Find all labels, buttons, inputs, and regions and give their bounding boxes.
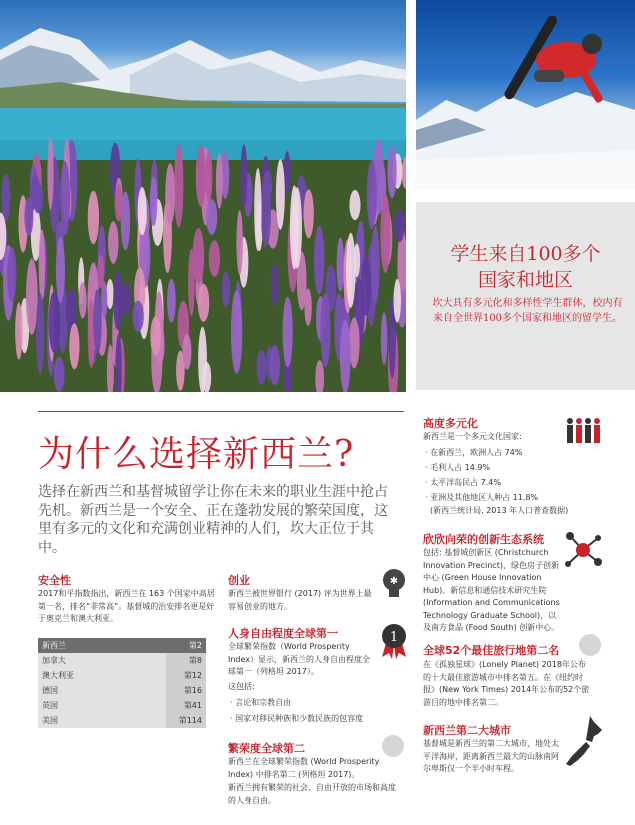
diversity-item: · 在新西兰，欧洲人占 74% bbox=[425, 448, 523, 457]
travel-title: 全球52个最佳旅行地第二名 bbox=[423, 644, 560, 657]
callout-title-line2: 国家和地区 bbox=[477, 269, 573, 291]
travel-body: 在《孤独星球》(Lonely Planet) 2018年公布的十大最佳旅游城市中排名第五。在《纽约时报》(New York Times) 2014年公布的52个旅游目的地中排名第二。 bbox=[423, 660, 590, 707]
entrepreneurship-title: 创业 bbox=[228, 574, 250, 587]
lightbulb-icon bbox=[382, 568, 406, 600]
callout-title-line1: 学生来自100多个 bbox=[450, 243, 601, 265]
city-body: 基督城是新西兰的第二大城市，地处太平洋海岸，距离新西兰最大的山脉南阿尔卑斯仅一个半小时车程。 bbox=[423, 739, 559, 773]
ranking-table bbox=[38, 638, 206, 728]
innovation-body: 包括: 基督城创新区 (Christchurch Innovation Precinct)、绿色房子创新中心 (Green House Innovation Hub)、新信息和通信技术研究生院 (Information and Communications Technology Graduate School)，以及南方食品 (Food South) 创新中心。 bbox=[423, 548, 560, 632]
freedom-title: 人身自由程度全球第一 bbox=[228, 627, 338, 640]
lake-lupin-photo bbox=[0, 0, 406, 392]
network-icon bbox=[562, 530, 604, 570]
rank-one-badge-icon bbox=[380, 623, 408, 659]
snowboard-photo bbox=[416, 0, 635, 190]
country-cell: 加拿大 bbox=[38, 653, 166, 668]
table-row bbox=[38, 653, 206, 668]
table-row bbox=[38, 668, 206, 683]
intro-paragraph: 选择在新西兰和基督城留学让你在未来的职业生涯中抢占先机。新西兰是一个安全、正在蓬勃发展的繁荣国度，这里有多元的文化和充满创业精神的人们，坎大正位于其中。 bbox=[38, 484, 388, 556]
diversity-intro: 新西兰是一个多元文化国家: bbox=[423, 432, 522, 441]
table-row bbox=[38, 713, 206, 728]
people-icon bbox=[565, 417, 601, 445]
rank-cell: 第12 bbox=[166, 668, 206, 683]
diversity-title: 高度多元化 bbox=[423, 417, 478, 430]
country-cell: 澳大利亚 bbox=[38, 668, 166, 683]
snowboard-illustration bbox=[416, 0, 635, 190]
safety-title: 安全性 bbox=[38, 574, 71, 587]
freedom-body: 全球繁荣指数（World Prosperity Index）显示，新西兰的人身自由程度全球第一（列格坦 2017）。 bbox=[228, 642, 371, 676]
freedom-includes: 这包括: bbox=[228, 682, 255, 691]
diversity-item: · 亚洲及其他地区人种占 11.8% bbox=[425, 493, 539, 502]
freedom-item: · 言论和宗教自由 bbox=[230, 698, 292, 707]
table-row bbox=[38, 638, 206, 653]
svg-text:✱: ✱ bbox=[389, 576, 399, 587]
prosperity-title: 繁荣度全球第二 bbox=[228, 742, 305, 755]
city-title: 新西兰第二大城市 bbox=[423, 724, 511, 737]
country-cell: 新西兰 bbox=[38, 638, 166, 653]
prosperity-body2: 新西兰拥有繁荣的社会、自由开放的市场和高度的人身自由。 bbox=[228, 783, 396, 805]
diversity-item: · 毛利人占 14.9% bbox=[425, 463, 491, 472]
heading-rule bbox=[38, 411, 404, 412]
entrepreneurship-body: 新西兰被世界银行 (2017) 评为世界上最容易创业的地方。 bbox=[228, 589, 372, 611]
rank-cell: 第16 bbox=[166, 683, 206, 698]
table-row bbox=[38, 683, 206, 698]
diversity-note: (新西兰统计局, 2013 年人口普查数据) bbox=[430, 506, 569, 515]
new-zealand-map-icon bbox=[564, 714, 606, 770]
rank-cell: 第41 bbox=[166, 698, 206, 713]
innovation-title: 欣欣向荣的创新生态系统 bbox=[423, 533, 544, 546]
rank-cell: 第8 bbox=[166, 653, 206, 668]
prosperity-body: 新西兰在全球繁荣指数 (World Prosperity Index) 中排名第二 (列格坦 2017)。 bbox=[228, 757, 380, 779]
globe-icon bbox=[382, 735, 404, 757]
page-title: 为什么选择新西兰? bbox=[38, 434, 355, 475]
country-cell: 德国 bbox=[38, 683, 166, 698]
rank-cell: 第2 bbox=[166, 638, 206, 653]
globe-icon bbox=[579, 634, 601, 656]
students-callout bbox=[416, 202, 635, 390]
table-row bbox=[38, 698, 206, 713]
callout-body: 坎大具有多元化和多样性学生群体，校内有来自全世界100多个国家和地区的留学生。 bbox=[432, 298, 623, 324]
rank-cell: 第114 bbox=[166, 713, 206, 728]
country-cell: 英国 bbox=[38, 698, 166, 713]
freedom-item: · 国家对移民种族和少数民族的包容度 bbox=[230, 714, 364, 723]
safety-body: 2017和平指数指出，新西兰在 163 个国家中高居第一名，排名“非常高”。基督城的治安排名更是好于奥克兰和澳大利亚。 bbox=[38, 589, 215, 623]
badge-number: 1 bbox=[389, 630, 399, 645]
landscape-illustration bbox=[0, 0, 406, 392]
diversity-item: · 太平洋岛民占 7.4% bbox=[425, 478, 501, 487]
country-cell: 美国 bbox=[38, 713, 166, 728]
